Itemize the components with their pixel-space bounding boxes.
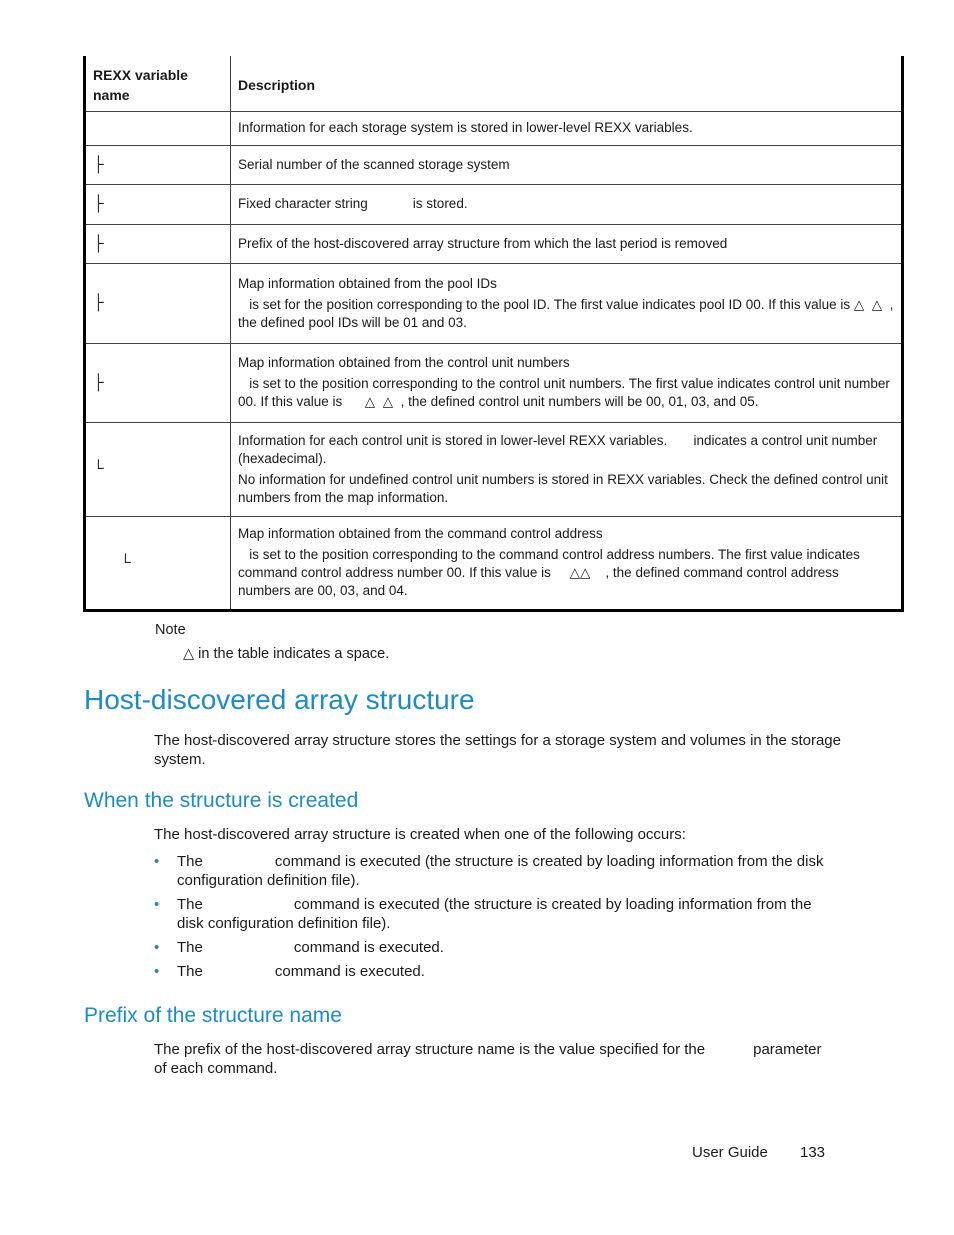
header-description: Description [231,56,903,111]
bullet-prefix: The [177,853,203,870]
table-row [85,422,903,516]
tree-marker: ├ [85,263,231,343]
bullet-text: command is executed (the structure is created by loading information from the disk configuration definition file). [177,896,812,932]
tree-marker [85,111,231,145]
description-line: Map information obtained from the command control address [238,526,603,541]
creation-conditions-list [154,852,834,986]
row-description [231,111,903,145]
when-created-intro: The host-discovered array structure is created when one of the following occurs: [154,826,686,843]
section-title: Host-discovered array structure [84,684,475,715]
bullet-text: command is executed. [274,963,425,980]
tree-marker: ├ [85,224,231,263]
description-line: Map information obtained from the pool IDs [238,275,497,291]
bullet-prefix: The [177,963,203,980]
table-row [85,263,903,343]
prefix-text-before: The prefix of the host-discovered array structure name is the value specified for the [154,1041,706,1058]
description-line: Information for each control unit is stored in lower-level REXX variables. indicates a control unit number (hexadecimal). [238,432,882,466]
table-row [85,516,903,610]
description-line: Fixed character string is stored. [238,196,468,211]
row-description [231,184,903,224]
bullet-text: command is executed. [293,939,444,956]
row-description [231,343,903,422]
row-description [231,422,903,516]
description-line: No information for undefined control unit numbers is stored in REXX variables. Check the defined control unit numbers from the map information. [238,471,888,505]
bullet-icon: • [154,853,160,870]
description-line: is set to the position corresponding to the control unit numbers. The first value indicates control unit number 00. If this value is △ △ , the defined control unit numbers will be 00, 01, 03, and 05. [238,376,894,409]
bullet-icon: • [154,896,160,913]
tree-marker: ├ [85,184,231,224]
note-text: △ in the table indicates a space. [183,646,390,662]
description-line: Information for each storage system is stored in lower-level REXX variables. [238,120,693,135]
bullet-icon: • [154,963,160,980]
tree-marker: └ [85,516,231,610]
page-number: 133 [800,1144,826,1161]
prefix-text-after: parameter of each command. [154,1041,822,1077]
row-description [231,145,903,184]
row-description [231,516,903,610]
table-header-row [85,56,903,111]
table-row [85,184,903,224]
tree-marker: └ [85,422,231,516]
description-line: is set to the position corresponding to the command control address numbers. The first value indicates command control address number 00. If this value is △△ , the defined command control address numbers are 00, 03, and 04. [238,547,864,598]
description-line: Map information obtained from the control unit numbers [238,355,570,370]
table-row [85,111,903,145]
table-row [85,224,903,263]
bullet-prefix: The [177,939,203,956]
description-line: Prefix of the host-discovered array structure from which the last period is removed [238,235,728,251]
tree-marker: ├ [85,343,231,422]
prefix-heading: Prefix of the structure name [84,1004,342,1027]
list-item [154,895,834,933]
description-line: Serial number of the scanned storage system [238,156,510,172]
row-description [231,224,903,263]
prefix-text [154,1040,824,1078]
list-item [154,962,834,981]
header-variable-name: REXX variable name [85,56,231,111]
bullet-icon: • [154,939,160,956]
list-item [154,852,834,890]
tree-marker: ├ [85,145,231,184]
table-row [85,145,903,184]
section-intro: The host-discovered array structure stores the settings for a storage system and volumes in the storage system. [154,732,841,768]
when-created-heading: When the structure is created [84,789,359,812]
bullet-prefix: The [177,896,203,913]
bullet-text: command is executed (the structure is created by loading information from the disk configuration definition file). [177,853,824,889]
footer-guide-label: User Guide [692,1144,768,1161]
table-row [85,343,903,422]
description-line: is set for the position corresponding to the pool ID. The first value indicates pool ID 00. If this value is △ △ , the defined pool IDs will be 01 and 03. [238,296,898,330]
list-item [154,938,834,957]
row-description [231,263,903,343]
note-label: Note [155,622,186,638]
rexx-variable-table [83,56,904,612]
